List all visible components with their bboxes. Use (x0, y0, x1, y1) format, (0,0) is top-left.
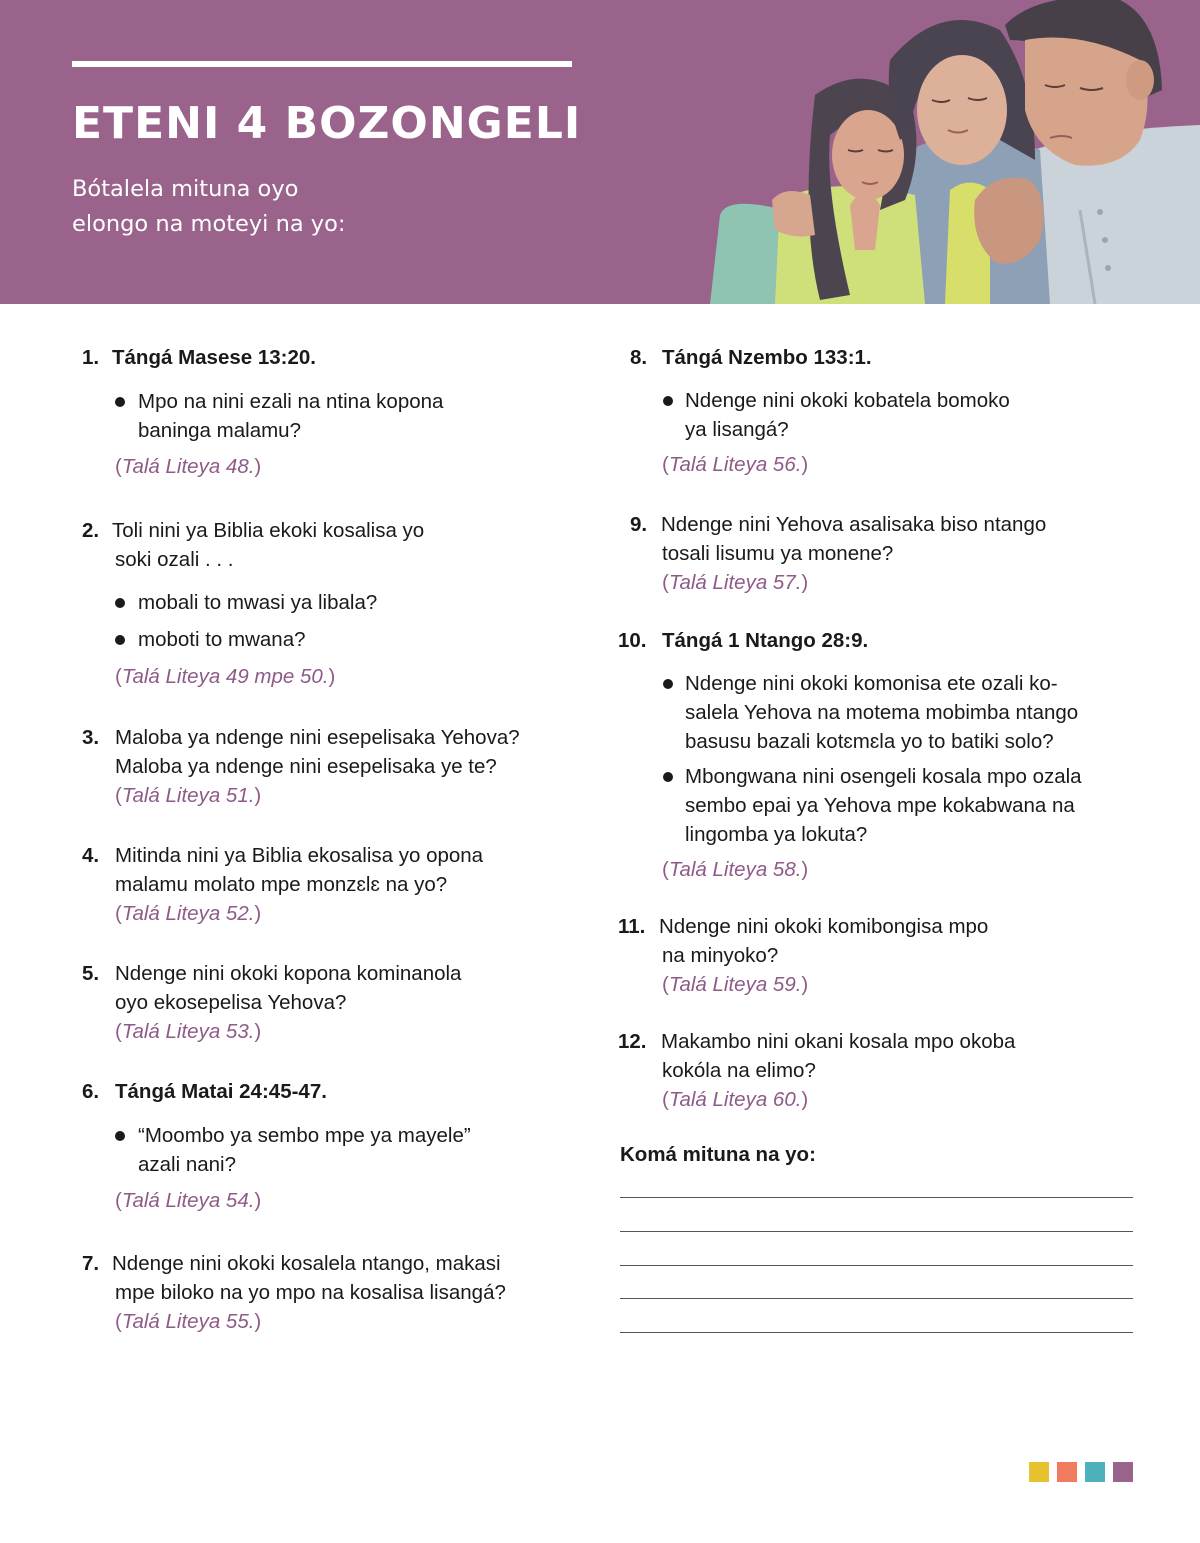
question-text: soki ozali . . . (115, 548, 234, 571)
lesson-reference[interactable]: (Talá Liteya 52.) (115, 902, 262, 925)
bullet-list (82, 1121, 582, 1179)
question-number: 10. (618, 629, 647, 652)
bullet-line: Mpo na nini ezali na ntina kopona (138, 390, 444, 413)
bullet-list (618, 386, 1158, 444)
question-text: kokóla na elimo? (662, 1059, 816, 1082)
question-4 (82, 841, 582, 928)
lesson-reference[interactable]: (Talá Liteya 49 mpe 50.) (115, 665, 336, 688)
question-text: Maloba ya ndenge nini esepelisaka Yehova? (115, 726, 520, 749)
lesson-reference[interactable]: (Talá Liteya 54.) (115, 1189, 262, 1212)
header-rule (72, 61, 572, 67)
question-9 (618, 510, 1158, 597)
question-number: 5. (82, 962, 100, 985)
lesson-reference-text: Talá Liteya 48. (121, 455, 255, 478)
bullet-list (82, 588, 582, 654)
question-number: 9. (630, 513, 648, 536)
bullet-item (82, 1121, 582, 1179)
question-text: Ndenge nini okoki kosalela ntango, makasi (112, 1252, 501, 1275)
answer-line[interactable] (620, 1298, 1133, 1299)
subtitle-line: Bótalela mituna oyo (72, 176, 299, 202)
bullet-text: mobali to mwasi ya libala? (138, 591, 378, 614)
question-text: malamu molato mpe monzɛlɛ na yo? (115, 873, 448, 896)
question-text: Tángá 1 Ntango 28:9. (662, 629, 869, 652)
lesson-reference[interactable]: (Talá Liteya 60.) (662, 1088, 809, 1111)
question-number: 11. (618, 915, 646, 938)
color-swatch-yellow (1029, 1462, 1049, 1482)
bullet-line: salela Yehova na motema mobimba ntango (685, 701, 1079, 724)
question-number: 7. (82, 1252, 100, 1275)
lesson-reference-text: Talá Liteya 59. (668, 973, 802, 996)
bullet-line: Ndenge nini okoki kobatela bomoko (685, 389, 1010, 412)
question-text: Tángá Matai 24:45-47. (115, 1080, 327, 1103)
lesson-reference[interactable]: (Talá Liteya 48.) (115, 455, 262, 478)
page-subtitle (72, 172, 345, 242)
bullet-list (82, 387, 582, 445)
lesson-reference[interactable]: (Talá Liteya 53.) (115, 1020, 262, 1043)
lesson-reference[interactable]: (Talá Liteya 57.) (662, 571, 809, 594)
question-3 (82, 723, 582, 810)
bullet-item (618, 669, 1158, 756)
question-2 (82, 516, 582, 691)
answer-line[interactable] (620, 1332, 1133, 1333)
lesson-reference-text: Talá Liteya 55. (121, 1310, 255, 1333)
color-swatch-teal (1085, 1462, 1105, 1482)
question-text: Tángá Nzembo 133:1. (662, 346, 872, 369)
header-banner (0, 0, 1200, 304)
question-text: mpe biloko na yo mpo na kosalisa lisangá? (115, 1281, 506, 1304)
bullet-line: sembo epai ya Yehova mpe kokabwana na (685, 794, 1075, 817)
question-text: na minyoko? (662, 944, 779, 967)
question-text: tosali lisumu ya monene? (662, 542, 894, 565)
question-12 (618, 1027, 1158, 1114)
page-title: ETENI 4 BOZONGELI (72, 98, 582, 149)
bullet-dot-icon (663, 396, 673, 406)
mother-face (917, 55, 1007, 165)
bullet-dot-icon (115, 1131, 125, 1141)
lesson-reference-text: Talá Liteya 53. (121, 1020, 255, 1043)
bullet-dot-icon (115, 635, 125, 645)
question-6 (82, 1077, 582, 1215)
question-1 (82, 343, 582, 493)
lesson-reference-text: Talá Liteya 57. (668, 571, 802, 594)
question-number: 12. (618, 1030, 647, 1053)
girl-face (832, 110, 904, 200)
lesson-reference-text: Talá Liteya 54. (121, 1189, 255, 1212)
question-number: 4. (82, 844, 100, 867)
bullet-text: moboti to mwana? (138, 628, 306, 651)
bullet-item (82, 625, 582, 654)
answer-line[interactable] (620, 1265, 1133, 1266)
bullet-line: Ndenge nini okoki komonisa ete ozali ko- (685, 672, 1058, 695)
question-text: Ndenge nini okoki kopona kominanola (115, 962, 462, 985)
bullet-line: ya lisangá? (685, 418, 789, 441)
answer-line[interactable] (620, 1231, 1133, 1232)
lesson-reference[interactable]: (Talá Liteya 59.) (662, 973, 809, 996)
lesson-reference-text: Talá Liteya 52. (121, 902, 255, 925)
family-praying-illustration (700, 0, 1200, 304)
bullet-list (618, 669, 1158, 849)
question-text: oyo ekosepelisa Yehova? (115, 991, 347, 1014)
lesson-reference-text: Talá Liteya 49 mpe 50. (121, 665, 329, 688)
question-text: Mitinda nini ya Biblia ekosalisa yo opona (115, 844, 484, 867)
question-number: 3. (82, 726, 100, 749)
father-face (1025, 38, 1148, 166)
question-text: Ndenge nini okoki komibongisa mpo (659, 915, 989, 938)
color-swatch-purple (1113, 1462, 1133, 1482)
bullet-line: lingomba ya lokuta? (685, 823, 868, 846)
bullet-line: baninga malamu? (138, 419, 301, 442)
bullet-item (82, 588, 582, 617)
color-swatch-coral (1057, 1462, 1077, 1482)
subtitle-line: elongo na moteyi na yo: (72, 211, 346, 237)
lesson-reference[interactable]: (Talá Liteya 56.) (662, 453, 809, 476)
bullet-dot-icon (115, 397, 125, 407)
question-text: Ndenge nini Yehova asalisaka biso ntango (661, 513, 1047, 536)
write-questions-label: Komá mituna na yo: (620, 1143, 816, 1166)
bullet-dot-icon (115, 598, 125, 608)
question-10 (618, 626, 1158, 884)
lesson-reference[interactable]: (Talá Liteya 55.) (115, 1310, 262, 1333)
bullet-line: Mbongwana nini osengeli kosala mpo ozala (685, 765, 1082, 788)
answer-line[interactable] (620, 1197, 1133, 1198)
question-7 (82, 1249, 582, 1336)
question-number: 8. (630, 346, 648, 369)
bullet-dot-icon (663, 679, 673, 689)
question-number: 1. (82, 346, 100, 369)
question-number: 6. (82, 1080, 100, 1103)
lesson-reference-text: Talá Liteya 51. (121, 784, 255, 807)
lesson-reference-text: Talá Liteya 56. (668, 453, 802, 476)
bullet-item (618, 762, 1158, 849)
lesson-reference[interactable]: (Talá Liteya 58.) (662, 858, 809, 881)
bullet-dot-icon (663, 772, 673, 782)
lesson-reference[interactable]: (Talá Liteya 51.) (115, 784, 262, 807)
questions-left-column (82, 343, 582, 1333)
question-text: Tángá Masese 13:20. (112, 346, 316, 369)
question-8 (618, 343, 1158, 479)
lesson-reference-text: Talá Liteya 60. (668, 1088, 802, 1111)
bullet-line: basusu bazali kotɛmɛla yo to batiki solo? (685, 730, 1054, 753)
bullet-item (618, 386, 1158, 444)
question-text: Toli nini ya Biblia ekoki kosalisa yo (112, 519, 425, 542)
question-5 (82, 959, 582, 1046)
bullet-line: azali nani? (138, 1153, 237, 1176)
question-text: Maloba ya ndenge nini esepelisaka ye te? (115, 755, 497, 778)
question-11 (618, 912, 1158, 999)
bullet-line: “Moombo ya sembo mpe ya mayele” (138, 1124, 471, 1147)
question-text: Makambo nini okani kosala mpo okoba (661, 1030, 1016, 1053)
lesson-reference-text: Talá Liteya 58. (668, 858, 802, 881)
question-number: 2. (82, 519, 100, 542)
bullet-item (82, 387, 582, 445)
